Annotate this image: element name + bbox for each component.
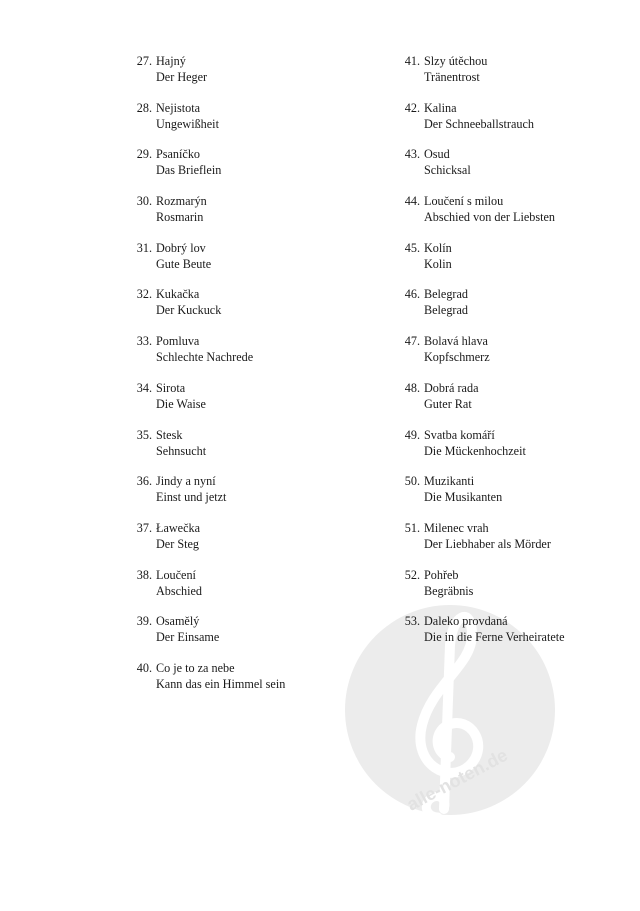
german-title-row [396,69,616,85]
german-title: Gute Beute [156,256,212,271]
czech-title: Co je to za nebe [156,660,235,675]
song-number: 40. [136,660,152,675]
german-title-row [396,583,616,599]
song-entry [128,193,338,240]
czech-title-row [396,567,616,583]
czech-title-row [128,146,338,162]
song-number: 35. [136,427,152,442]
song-number: 39. [136,614,152,629]
song-entry [396,473,616,520]
german-title: Das Brieflein [156,163,222,178]
czech-title: Jindy a nyní [156,474,216,489]
czech-title: Svatba komáří [424,427,495,442]
czech-title-row [396,53,616,69]
czech-title-row [396,193,616,209]
czech-title-row [396,613,616,629]
song-entry [396,286,616,333]
german-title: Der Liebhaber als Mörder [424,536,551,551]
song-entry [396,427,616,474]
czech-title-row [396,286,616,302]
german-title: Abschied [156,583,203,598]
german-title: Begräbnis [424,583,474,598]
song-number: 47. [404,334,420,349]
german-title: Die Mückenhochzeit [424,443,526,458]
german-title: Ungewißheit [156,116,219,131]
german-title-row [128,583,338,599]
song-entry [128,520,338,567]
german-title-row [396,629,616,645]
czech-title-row [128,100,338,116]
song-number: 41. [404,54,420,68]
song-entry [128,427,338,474]
german-title: Schlechte Nachrede [156,350,254,365]
song-entry [128,613,338,660]
song-entry [396,333,616,380]
german-title-row [128,629,338,645]
song-number: 51. [404,520,420,535]
czech-title-row [396,427,616,443]
german-title-row [128,396,338,412]
german-title-row [128,162,338,178]
czech-title: Daleko provdaná [424,614,508,629]
czech-title-row [128,333,338,349]
czech-title: Kukačka [156,287,200,302]
song-number: 30. [136,194,152,209]
czech-title-row [128,567,338,583]
czech-title: Pomluva [156,334,200,349]
song-entry [396,240,616,287]
german-title-row [128,116,338,132]
song-entry [396,146,616,193]
song-number: 37. [136,520,152,535]
german-title-row [396,256,616,272]
german-title: Der Steg [156,536,199,551]
song-entry [128,286,338,333]
german-title-row [396,443,616,459]
song-number: 44. [404,194,420,209]
song-entry [396,613,616,660]
german-title-row [128,209,338,225]
song-number: 31. [136,240,152,255]
czech-title-row [396,473,616,489]
song-entry [396,53,616,100]
czech-title: Pohřeb [424,567,459,582]
german-title-row [396,116,616,132]
czech-title-row [396,240,616,256]
song-entry [128,53,338,100]
right-column [396,53,616,660]
german-title: Die in die Ferne Verheiratete [424,630,565,645]
german-title-row [396,302,616,318]
czech-title: Nejistota [156,100,201,115]
german-title: Abschied von der Liebsten [424,210,555,225]
song-entry [396,100,616,147]
czech-title-row [128,380,338,396]
german-title-row [128,256,338,272]
german-title: Die Musikanten [424,490,503,505]
song-entry [396,193,616,240]
czech-title-row [396,333,616,349]
czech-title: Psaníčko [156,147,201,162]
czech-title: Kalina [424,100,457,115]
german-title-row [128,302,338,318]
czech-title: Muzikanti [424,474,475,489]
german-title: Belegrad [424,303,468,318]
song-number: 52. [404,567,420,582]
german-title-row [128,489,338,505]
song-entry [128,660,338,707]
czech-title: Loučení s milou [424,194,504,209]
song-entry [128,100,338,147]
song-number: 32. [136,287,152,302]
german-title-row [396,162,616,178]
german-title-row [128,676,338,692]
czech-title-row [396,380,616,396]
german-title: Rosmarin [156,210,204,225]
german-title: Einst und jetzt [156,490,227,505]
song-entry [128,567,338,614]
german-title: Kopfschmerz [424,350,490,365]
czech-title-row [128,660,338,676]
czech-title-row [128,53,338,69]
czech-title: Osud [424,147,450,162]
german-title: Der Einsame [156,630,220,645]
song-number: 50. [404,474,420,489]
czech-title: Hajný [156,54,186,68]
german-title: Schicksal [424,163,471,178]
german-title: Guter Rat [424,396,472,411]
song-entry [128,146,338,193]
german-title: Kann das ein Himmel sein [156,676,286,691]
german-title-row [396,536,616,552]
song-entry [128,380,338,427]
czech-title-row [128,473,338,489]
czech-title-row [128,427,338,443]
song-number: 28. [136,100,152,115]
german-title-row [128,349,338,365]
song-number: 49. [404,427,420,442]
czech-title: Belegrad [424,287,468,302]
czech-title: Slzy útěchou [424,54,488,68]
czech-title-row [128,613,338,629]
left-column [128,53,338,707]
german-title-row [128,69,338,85]
song-number: 45. [404,240,420,255]
czech-title: Sirota [156,380,186,395]
song-entry [396,380,616,427]
czech-title: Ławečka [156,520,200,535]
song-number: 43. [404,147,420,162]
czech-title: Milenec vrah [424,520,489,535]
song-number: 27. [136,54,152,68]
czech-title: Dobrý lov [156,240,206,255]
czech-title: Stesk [156,427,183,442]
german-title: Der Kuckuck [156,303,222,318]
czech-title: Kolín [424,240,452,255]
song-number: 48. [404,380,420,395]
czech-title: Loučení [156,567,196,582]
song-number: 38. [136,567,152,582]
german-title-row [396,396,616,412]
song-number: 29. [136,147,152,162]
czech-title-row [128,193,338,209]
song-number: 36. [136,474,152,489]
german-title: Der Heger [156,70,208,84]
song-number: 46. [404,287,420,302]
song-number: 34. [136,380,152,395]
german-title: Kolin [424,256,452,271]
german-title-row [396,489,616,505]
german-title-row [396,209,616,225]
watermark-text: alle-noten.de [403,744,511,815]
german-title: Tränentrost [424,70,480,84]
song-number: 33. [136,334,152,349]
song-number: 53. [404,614,420,629]
czech-title-row [128,520,338,536]
song-number: 42. [404,100,420,115]
german-title: Der Schneeballstrauch [424,116,534,131]
german-title-row [396,349,616,365]
czech-title-row [128,240,338,256]
german-title: Sehnsucht [156,443,207,458]
german-title: Die Waise [156,396,206,411]
czech-title: Rozmarýn [156,194,207,209]
czech-title-row [396,100,616,116]
czech-title: Osamělý [156,614,200,629]
czech-title-row [128,286,338,302]
czech-title: Dobrá rada [424,380,479,395]
czech-title-row [396,146,616,162]
song-entry [396,567,616,614]
song-entry [128,333,338,380]
song-entry [128,240,338,287]
german-title-row [128,443,338,459]
czech-title-row [396,520,616,536]
song-entry [128,473,338,520]
czech-title: Bolavá hlava [424,334,488,349]
german-title-row [128,536,338,552]
song-entry [396,520,616,567]
